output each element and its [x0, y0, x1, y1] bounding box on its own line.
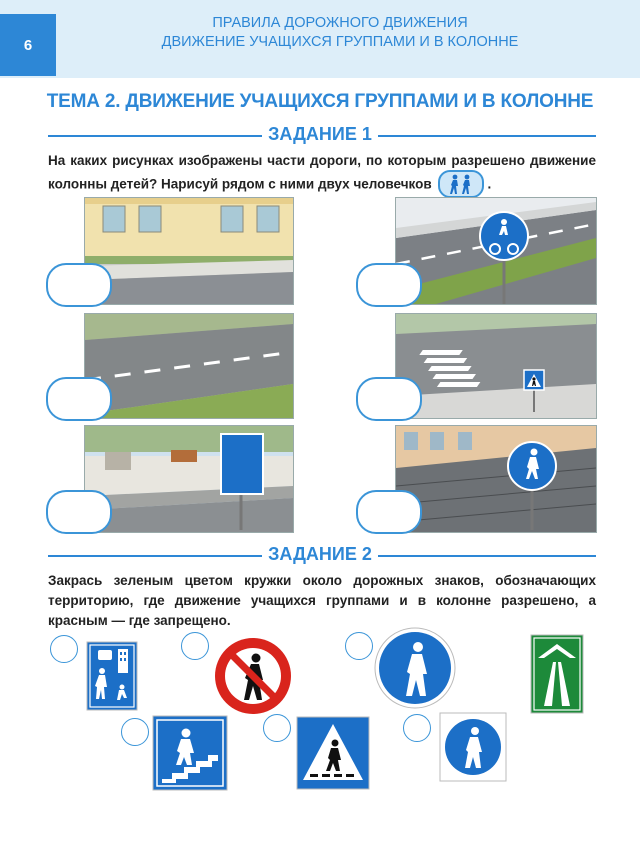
- color-circle[interactable]: [403, 714, 431, 742]
- topic-title: ТЕМА 2. ДВИЖЕНИЕ УЧАЩИХСЯ ГРУППАМИ И В КОЛОННЕ: [46, 91, 594, 112]
- task1-instruction: [48, 151, 596, 199]
- road-with-cycle-sign-illustration: [395, 197, 597, 305]
- task2-instruction: Закрась зеленым цветом кружки около дорожных знаков, обозначающих территорию, где движение учащихся группами и в колонне разрешено, а красным — где запрещено.: [48, 573, 596, 628]
- task1-text-end: .: [487, 176, 492, 192]
- color-circle[interactable]: [263, 714, 291, 742]
- road-with-crosswalk-illustration: [395, 313, 597, 419]
- pedestrian-path-sign: [374, 627, 456, 709]
- task1-text: На каких рисунках изображены части дороги, по которым разрешено движение колонны детей? Нарисуй рядом с ними двух человечков: [48, 153, 596, 192]
- motorway-sign: [530, 634, 584, 714]
- pedestrian-stairs-sign: [152, 715, 228, 791]
- task1-heading: [0, 124, 640, 145]
- task2-title: ЗАДАНИЕ 2: [262, 544, 378, 564]
- answer-oval[interactable]: [46, 263, 112, 307]
- color-circle[interactable]: [50, 635, 78, 663]
- header-title: ПРАВИЛА ДОРОЖНОГО ДВИЖЕНИЯ: [212, 15, 468, 31]
- street-by-building-illustration: [84, 197, 294, 305]
- answer-oval[interactable]: [356, 377, 422, 421]
- pedestrian-street-illustration: [395, 425, 597, 533]
- task1-title: ЗАДАНИЕ 1: [262, 124, 378, 144]
- answer-oval[interactable]: [356, 490, 422, 534]
- color-circle[interactable]: [121, 718, 149, 746]
- task2-heading: [0, 544, 640, 565]
- answer-oval[interactable]: [46, 490, 112, 534]
- two-pedestrians-icon: [438, 170, 484, 198]
- color-circle[interactable]: [345, 632, 373, 660]
- page-number: 6: [0, 14, 56, 76]
- no-pedestrians-sign: [213, 636, 293, 716]
- country-road-illustration: [84, 313, 294, 419]
- crosswalk-sign: [296, 716, 370, 790]
- answer-oval[interactable]: [46, 377, 112, 421]
- answer-oval[interactable]: [356, 263, 422, 307]
- color-circle[interactable]: [181, 632, 209, 660]
- pedestrian-path-sign-small: [439, 712, 507, 782]
- sidewalk-with-zone-sign-illustration: [84, 425, 294, 533]
- header-subtitle: ДВИЖЕНИЕ УЧАЩИХСЯ ГРУППАМИ И В КОЛОННЕ: [161, 34, 519, 50]
- residential-zone-sign: [86, 641, 138, 711]
